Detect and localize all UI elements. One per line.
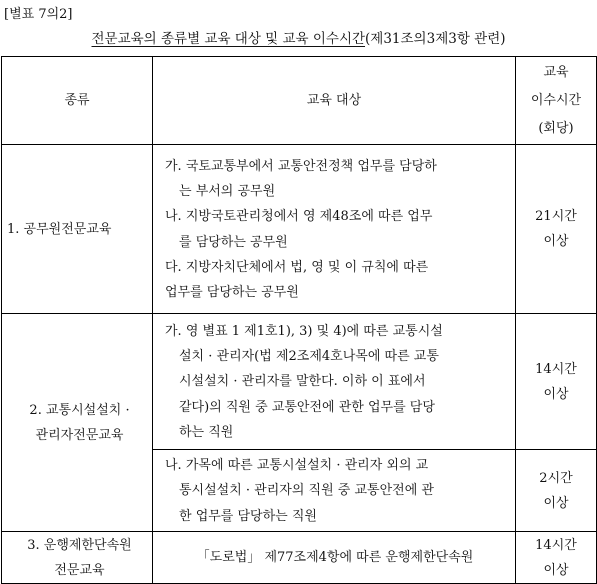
target-cell <box>153 145 516 314</box>
target-item-cont: 업무를 담당하는 공무원 <box>165 285 299 301</box>
category-line2: 전문교육 <box>54 562 105 578</box>
category-cell <box>2 532 153 584</box>
hours-line1: 21시간 <box>535 209 577 224</box>
target-item-cont: 하는 직원 <box>179 424 234 440</box>
document-title <box>0 27 597 47</box>
hours-cell <box>516 450 597 532</box>
target-item-cont: 한 업무를 담당하는 직원 <box>179 508 317 524</box>
header-hours <box>516 57 597 145</box>
target-item-cont: 시설설치 · 관리자를 말한다. 이하 이 표에서 <box>179 374 426 390</box>
hours-cell <box>516 532 597 584</box>
target-item-cont: 통시설설치 · 관리자의 직원 중 교통안전에 관 <box>179 483 434 499</box>
row-civil-servant <box>2 145 597 314</box>
hours-line1: 2시간 <box>539 470 573 486</box>
hours-line1: 14시간 <box>535 361 577 377</box>
hours-line2: 이상 <box>543 562 569 578</box>
row-traffic-enforcement <box>2 532 597 584</box>
attachment-label: [별표 7의2] <box>4 7 73 22</box>
target-item-cont: 같다)의 직원 중 교통안전에 관한 업무를 담당 <box>179 399 435 415</box>
target-item <box>165 154 505 205</box>
hours-cell <box>516 314 597 450</box>
category-line1: 3. 운행제한단속원 <box>27 537 132 553</box>
target-item-cont: 설치 · 관리자(법 제2조제4호나목에 따른 교통 <box>179 349 439 365</box>
target-item-first: 다. 지방자치단체에서 법, 영 및 이 규칙에 따른 <box>165 259 429 275</box>
target-item <box>165 204 505 255</box>
header-target: 교육 대상 <box>153 57 516 145</box>
title-suffix: (제31조의3제3항 관련) <box>365 31 506 47</box>
hours-line1: 14시간 <box>535 537 577 553</box>
education-table <box>1 56 597 584</box>
hours-line2: 이상 <box>543 495 569 511</box>
category-line2: 관리자전문교육 <box>35 427 124 443</box>
hours-cell <box>516 145 597 314</box>
header-row <box>2 57 597 145</box>
target-item-first: 나. 지방국토관리청에서 영 제48조에 따른 업무 <box>165 209 433 225</box>
target-item-cont: 를 담당하는 공무원 <box>179 234 288 250</box>
header-hours-line1: 교육 <box>543 64 569 80</box>
hours-line2: 이상 <box>543 386 569 402</box>
header-hours-line2: 이수시간 <box>530 92 582 108</box>
target-item-first: 가. 영 별표 1 제1호1), 3) 및 4)에 따른 교통시설 <box>165 323 443 339</box>
hours-line2: 이상 <box>543 234 569 249</box>
category-cell <box>2 314 153 532</box>
target-cell: 「도로법」 제77조제4항에 따른 운행제한단속원 <box>153 532 516 584</box>
row-facility-a <box>2 314 597 450</box>
header-hours-line3: (회당) <box>538 120 574 136</box>
target-item-first: 나. 가목에 따른 교통시설설치 · 관리자 외의 교 <box>165 458 429 474</box>
target-item-first: 가. 국토교통부에서 교통안전정책 업무를 담당하 <box>165 158 437 174</box>
category-cell: 1. 공무원전문교육 <box>2 145 153 314</box>
target-cell <box>153 450 516 532</box>
target-cell <box>153 314 516 450</box>
header-type: 종류 <box>2 57 153 145</box>
target-item-cont: 는 부서의 공무원 <box>179 183 276 199</box>
title-main: 전문교육의 종류별 교육 대상 및 교육 이수시간 <box>91 31 366 47</box>
target-item <box>165 255 505 306</box>
category-line1: 2. 교통시설설치 · <box>29 402 130 418</box>
